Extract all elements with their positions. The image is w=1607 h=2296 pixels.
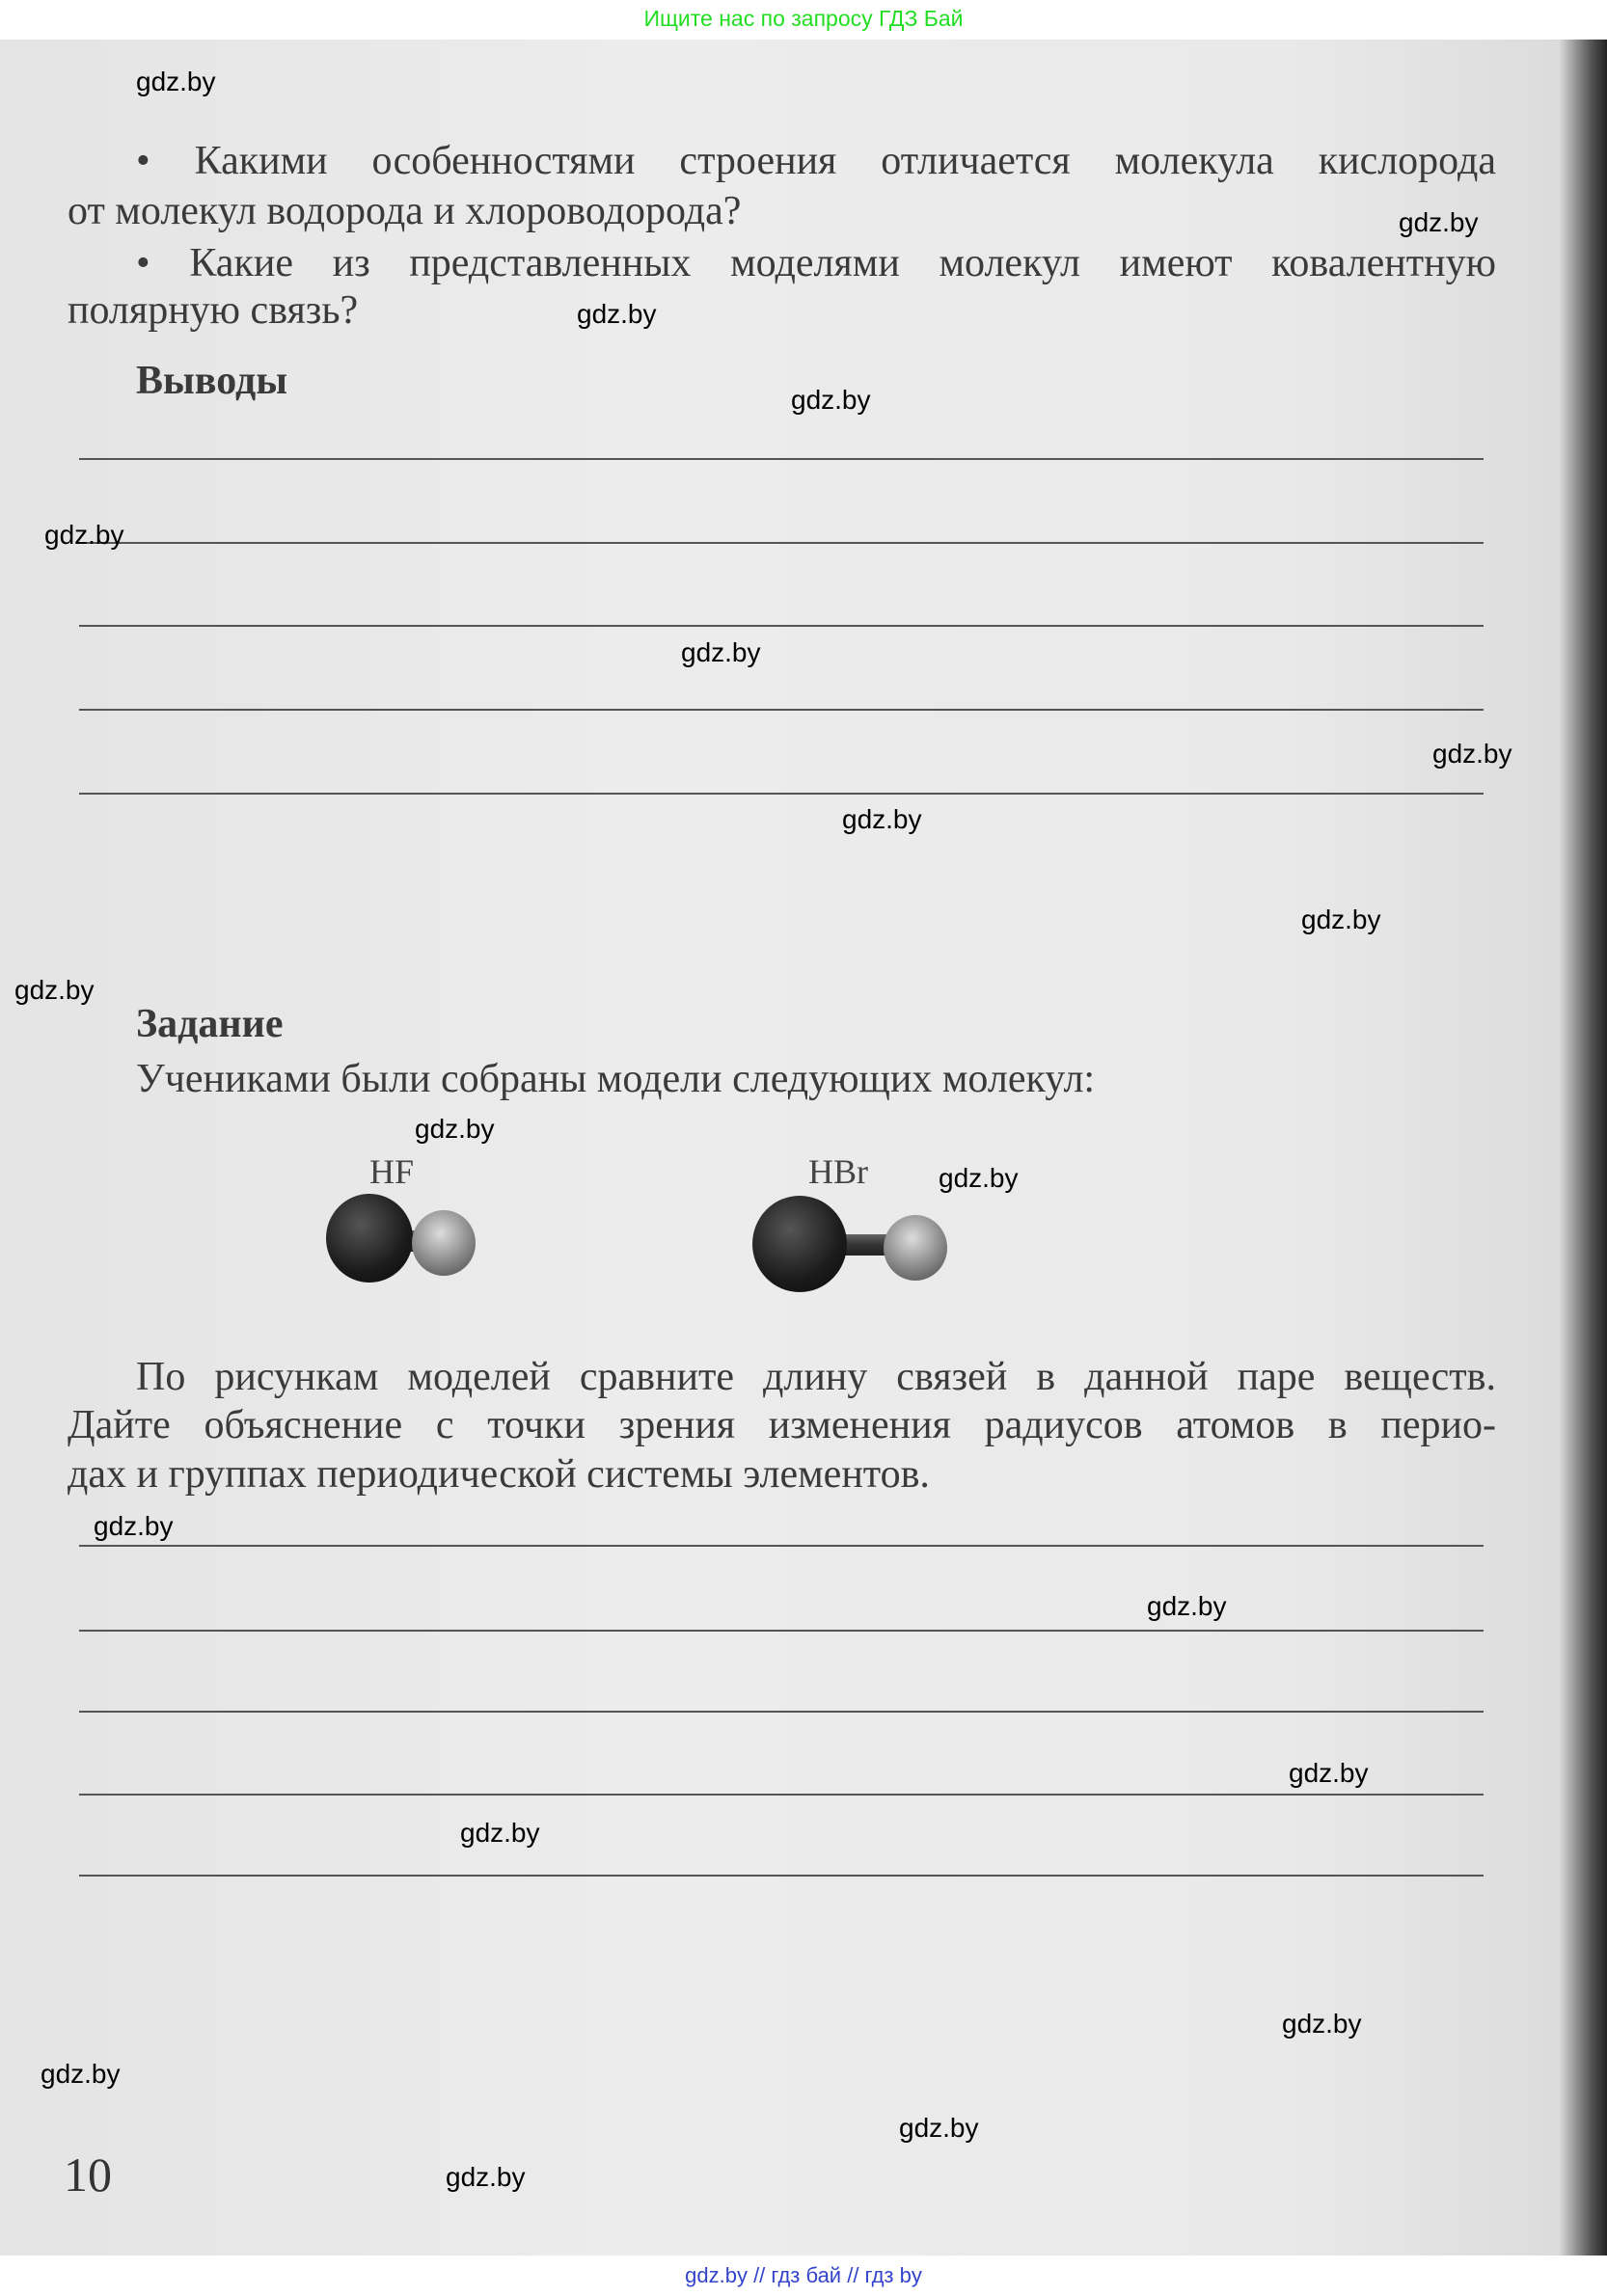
- watermark: gdz.by: [44, 520, 124, 550]
- page-number: 10: [64, 2147, 112, 2201]
- task-paragraph-line-3: дах и группах периодической системы элементов.: [68, 1452, 930, 1497]
- watermark: gdz.by: [1432, 739, 1512, 769]
- watermark: gdz.by: [41, 2059, 121, 2089]
- task-intro: Учениками были собраны модели следующих молекул:: [136, 1057, 1096, 1101]
- answer-line: [79, 1875, 1484, 1877]
- answer-line: [79, 542, 1484, 544]
- answer-line: [79, 793, 1484, 795]
- watermark: gdz.by: [14, 975, 95, 1005]
- watermark: gdz.by: [791, 385, 871, 415]
- fluorine-atom: [326, 1194, 413, 1283]
- molecule-label-hbr: HBr: [808, 1152, 868, 1191]
- answer-line: [79, 1794, 1484, 1796]
- molecule-label-hf: HF: [369, 1152, 415, 1191]
- watermark: gdz.by: [460, 1818, 540, 1848]
- answer-line: [79, 709, 1484, 711]
- watermark: gdz.by: [415, 1114, 495, 1144]
- answer-line: [79, 1545, 1484, 1547]
- question-1-line-1: • Какими особенностями строения отличается молекула кислорода: [136, 139, 1496, 183]
- watermark: gdz.by: [681, 637, 761, 667]
- watermark: gdz.by: [1301, 905, 1381, 934]
- bromine-atom: [752, 1196, 847, 1292]
- hydrogen-atom: [884, 1215, 947, 1281]
- task-heading: Задание: [136, 1002, 284, 1046]
- watermark: gdz.by: [939, 1163, 1019, 1193]
- answer-line: [79, 1630, 1484, 1632]
- watermark: gdz.by: [136, 67, 216, 96]
- watermark: gdz.by: [842, 804, 922, 834]
- top-banner[interactable]: Ищите нас по запросу ГДЗ Бай: [643, 6, 964, 31]
- watermark: gdz.by: [446, 2162, 526, 2192]
- watermark: gdz.by: [1289, 1758, 1369, 1788]
- hydrogen-atom: [412, 1210, 476, 1276]
- bottom-banner[interactable]: gdz.by // гдз бай // гдз by: [0, 2255, 1607, 2296]
- watermark: gdz.by: [1399, 207, 1479, 237]
- answer-line: [79, 1711, 1484, 1713]
- question-1-line-2: от молекул водорода и хлороводорода?: [68, 189, 742, 233]
- question-2-line-1: • Какие из представленных моделями молекул имеют ковалентную: [136, 241, 1496, 285]
- task-paragraph-line-2: Дайте объяснение с точки зрения изменения радиусов атомов в перио-: [68, 1403, 1496, 1447]
- task-paragraph-line-1: По рисункам моделей сравните длину связей в данной паре веществ.: [136, 1355, 1496, 1399]
- answer-line: [79, 458, 1484, 460]
- watermark: gdz.by: [1282, 2009, 1362, 2039]
- question-2-line-2: полярную связь?: [68, 288, 359, 333]
- conclusions-heading: Выводы: [136, 359, 288, 403]
- watermark: gdz.by: [577, 299, 657, 329]
- watermark: gdz.by: [899, 2113, 979, 2143]
- watermark: gdz.by: [1147, 1591, 1227, 1621]
- answer-line: [79, 625, 1484, 627]
- watermark: gdz.by: [94, 1511, 174, 1541]
